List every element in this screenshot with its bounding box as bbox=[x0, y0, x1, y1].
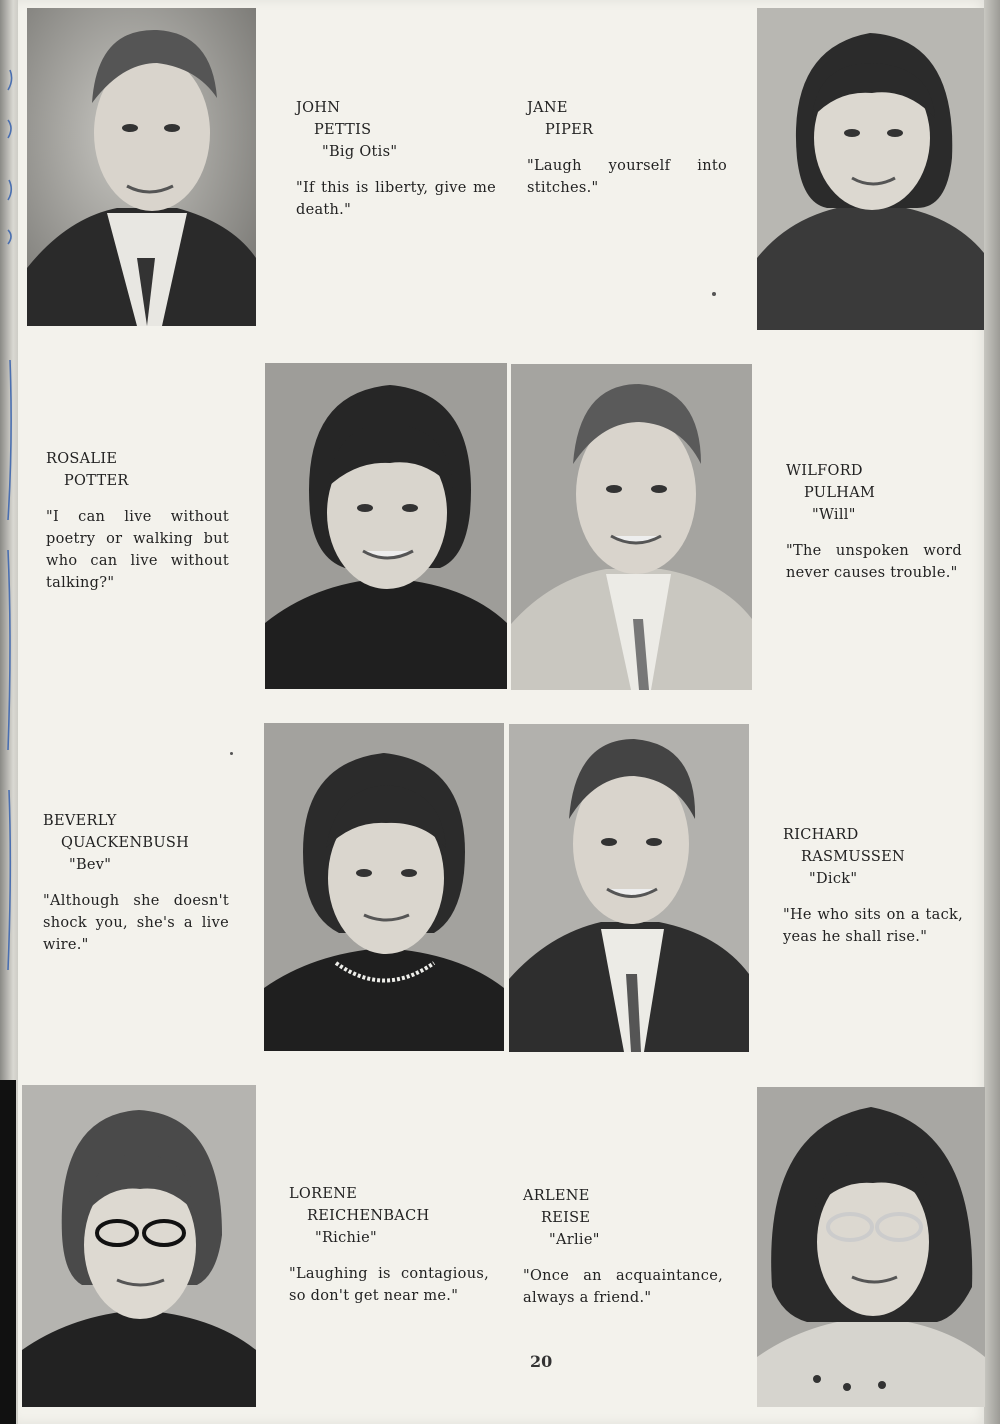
print-speck bbox=[712, 292, 716, 296]
student-last-name: PETTIS bbox=[314, 122, 372, 138]
student-last-name: PIPER bbox=[545, 122, 594, 138]
student-entry-quackenbush bbox=[43, 810, 229, 956]
student-nickname: "Dick" bbox=[809, 871, 858, 887]
student-nickname: "Arlie" bbox=[549, 1232, 600, 1248]
portrait-potter bbox=[265, 363, 507, 689]
student-last-name: POTTER bbox=[64, 473, 129, 489]
student-first-name: BEVERLY bbox=[43, 813, 117, 829]
student-quote: "Laughing is contagious, so don't get near me." bbox=[289, 1266, 489, 1304]
portrait-reichenbach bbox=[22, 1085, 256, 1407]
page-edge-shadow bbox=[984, 0, 1000, 1424]
student-entry-pettis bbox=[296, 97, 496, 221]
page-number: 20 bbox=[530, 1352, 553, 1371]
binding-edge bbox=[0, 1080, 16, 1424]
student-nickname: "Will" bbox=[812, 507, 856, 523]
student-first-name: WILFORD bbox=[786, 463, 863, 479]
portrait-rasmussen bbox=[509, 724, 749, 1052]
student-quote: "The unspoken word never causes trouble." bbox=[786, 543, 962, 581]
student-first-name: JANE bbox=[527, 100, 568, 116]
student-nickname: "Bev" bbox=[69, 857, 112, 873]
student-first-name: RICHARD bbox=[783, 827, 859, 843]
student-entry-potter bbox=[46, 448, 229, 594]
print-speck bbox=[230, 752, 233, 755]
student-quote: "I can live without poetry or walking but who can live without talking?" bbox=[46, 509, 229, 591]
student-quote: "He who sits on a tack, yeas he shall rise." bbox=[783, 907, 963, 945]
student-quote: "Once an acquaintance, always a friend." bbox=[523, 1268, 723, 1306]
student-nickname: "Richie" bbox=[315, 1230, 377, 1246]
student-last-name: REICHENBACH bbox=[307, 1208, 430, 1224]
student-entry-rasmussen bbox=[783, 824, 963, 948]
student-last-name: REISE bbox=[541, 1210, 591, 1226]
handwriting-marks bbox=[2, 30, 18, 990]
portrait-reise bbox=[757, 1087, 985, 1407]
student-first-name: JOHN bbox=[296, 100, 341, 116]
portrait-pettis bbox=[27, 8, 256, 326]
student-nickname: "Big Otis" bbox=[322, 144, 398, 160]
student-first-name: ARLENE bbox=[523, 1188, 590, 1204]
student-first-name: ROSALIE bbox=[46, 451, 118, 467]
student-quote: "Laugh yourself into stitches." bbox=[527, 158, 727, 196]
student-last-name: RASMUSSEN bbox=[801, 849, 905, 865]
student-entry-reichenbach bbox=[289, 1183, 489, 1307]
student-entry-piper bbox=[527, 97, 727, 199]
student-last-name: QUACKENBUSH bbox=[61, 835, 190, 851]
student-quote: "If this is liberty, give me death." bbox=[296, 180, 496, 218]
student-first-name: LORENE bbox=[289, 1186, 358, 1202]
student-entry-pulham bbox=[786, 460, 962, 584]
portrait-quackenbush bbox=[264, 723, 504, 1051]
student-last-name: PULHAM bbox=[804, 485, 876, 501]
student-quote: "Although she doesn't shock you, she's a live wire." bbox=[43, 893, 229, 953]
portrait-piper bbox=[757, 8, 984, 330]
portrait-pulham bbox=[511, 364, 752, 690]
student-entry-reise bbox=[523, 1185, 723, 1309]
